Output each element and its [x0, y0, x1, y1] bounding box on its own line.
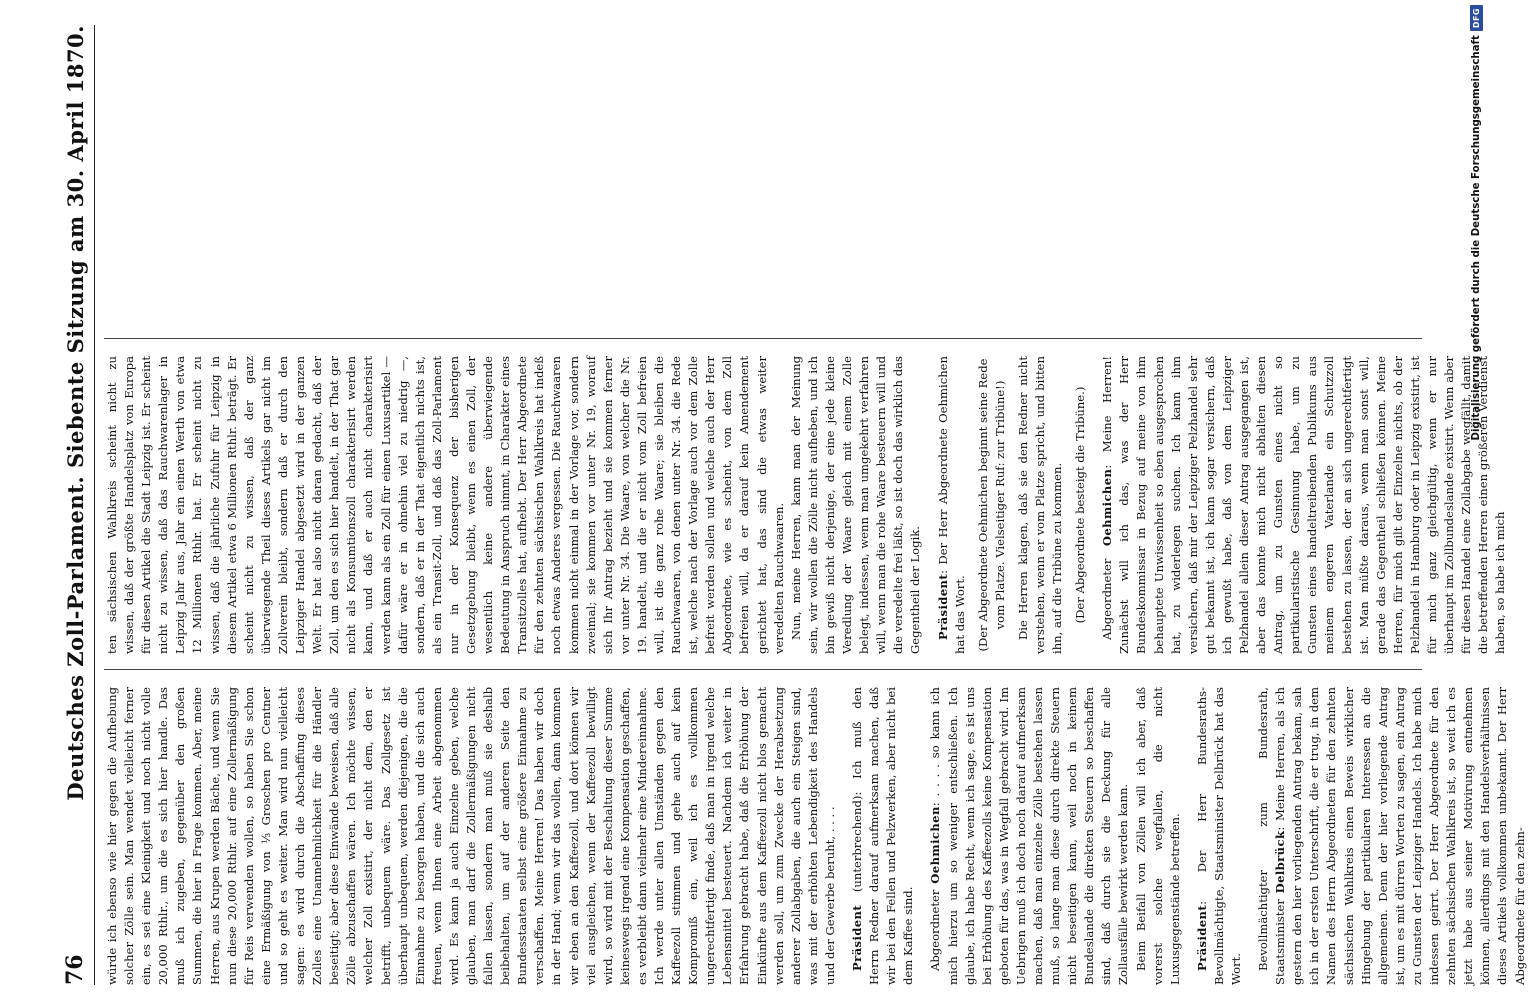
stamp-text: Digitalisierung gefördert durch die Deutsche Forschungsgemeinschaft: [1470, 35, 1482, 441]
speech-text: (unterbrechend): Ich muß den Herrn Redner darauf aufmerksam machen, daß wir bei den Fellen und Pelzwerken, aber nicht bei dem Kaffee sind.: [850, 687, 916, 985]
speaker-name: Delbrück: [1273, 830, 1288, 894]
speaker-name: Präsident: [935, 573, 950, 640]
speech-paragraph: [1194, 687, 1245, 985]
speaker-name: Präsident: [1194, 904, 1209, 971]
speaker-name: Oehmichen: [928, 806, 943, 884]
digitization-stamp: [1468, 5, 1484, 995]
speech-paragraph: [1099, 356, 1509, 654]
paragraph: Nun, meine Herren, kann man der Meinung sein, wir wollen die Zölle nicht aufheben, und ich bin gewiß nicht derjenige, der eine jede kleine Veredlung der Waare gleich mit einem Zolle belegt, indessen, wenn man umgekehrt verfahren will, wenn man die rohe Waare besteuern will und die veredelte frei läßt, so ist doch das wirklich das Gegentheil der Logik.: [788, 356, 923, 654]
speech-paragraph: [927, 687, 1132, 985]
speech-text: : . . . . so kann ich mich hierzu um so weniger entschließen. Ich glaube, ich habe Recht, wenn ich sage, es ist uns bei Erhöhung des Kaffeezolls keine Kompensation geboten für das, was in Wegfall gebracht wird. Im Uebrigen muß ich doch noch darauf aufmerksam machen, daß man einzelne Zölle bestehen lassen muß, so lange man diese durch direkte Steuern nicht beseitigen kann, weil noch in keinem Bundeslande die direkten Steuern so beschaffen sind, daß durch sie die Deckung für alle Zollausfälle bewirkt werden kann.: [928, 687, 1131, 985]
speech-paragraph: [1255, 687, 1529, 985]
speech-text: : Meine Herren! Zunächst will ich das, was der Herr Bundeskommissar in Bezug auf meine von ihm behauptete Unwissenheit so eben ausgesprochen hat, zu widerlegen suchen. Ich kann ihm versichern, daß mir der Leipziger Pelzhandel sehr gut bekannt ist, ich kann sogar versichern, daß ich gewußt habe, daß von dem Leipziger Pelzhandel allein dieser Antrag ausgegangen ist, aber das konnte mich nicht abhalten diesen Antrag, um zu Gunsten eines nicht so partikularistische Gesinnung habe, um zu Gunsten eines handeltreibenden Publikums aus meinem engeren Vaterlande ein Schutzzoll bestehen zu lassen, der an sich ungerechtfertigt ist. Man müßte daraus, wenn man sonst will, gerade das Gegentheil schließen können. Meine Herren, für mich gilt der Einzelne nichts, ob der Pelzhandel in Hamburg oder in Leipzig existirt, ist für mich ganz gleichgültig, wenn er nur überhaupt im Zollbundeslande existirt. Wenn aber für diesen Handel eine Zollabgabe wegfällt, damit die betreffenden Herren einen größeren Verdienst haben, so habe ich mich: [1100, 355, 1508, 654]
page-header: [48, 25, 88, 985]
speech-text: : Der Herr Abgeordnete Oehmichen hat das Wort.: [935, 356, 967, 654]
running-title: Deutsches Zoll-Parlament. Siebente Sitzung am 30. April 1870.: [63, 25, 88, 801]
stage-direction: (Der Abgeordnete Oehmichen beginnt seine Rede vom Platze. Vielseitiger Ruf: zur Tribüne!): [975, 358, 1007, 652]
speech-text: : Meine Herren, als ich gestern den hier vorliegenden Antrag bekam, sah ich in der ersten Unterschrift, die er trug, in dem Namen des Herrn Abgeordneten für den zehnten sächsischen Wahlkreis einen Beweis wirklicher Hingebung der partikularen Interessen an die allgemeinen. Denn der hier vorliegende Antrag ist, um es mit dürren Worten zu sagen, ein Antrag zu Gunsten der Leipziger Handels. Ich habe mich indessen geirrt. Der Herr Abgeordnete für den zehnten sächsischen Wahlkreis ist, so weit ich es jetzt habe aus seiner Motivirung entnehmen können, allerdings mit den Handelsverhältnissen dieses Artikels vollkommen unbekannt. Der Herr Abgeordnete für den zehn-: [1273, 686, 1527, 985]
speech-paragraph: [849, 687, 917, 985]
text-column-2: [104, 355, 1508, 654]
paragraph: Beim Beifall von Zöllen will ich aber, daß vorerst solche wegfallen, die nicht Luxusgegenstände betreffen.: [1133, 687, 1182, 985]
stage-direction: (Der Abgeordnete besteigt die Tribüne.): [1073, 386, 1088, 624]
speaker-title: Abgeordneter: [1100, 558, 1115, 640]
speech-paragraph: [935, 356, 969, 654]
text-column-3: [104, 25, 1422, 323]
speaker-title: Bevollmächtigter zum Bundesrath, Staatsminister: [1256, 687, 1288, 985]
column-divider: [104, 338, 1422, 339]
paragraph: ten sächsischen Wahlkreis scheint nicht zu wissen, daß der größte Handelsplatz von Europa für diesen Artikel die Stadt Leipzig ist. Er scheint nicht zu wissen, daß das Rauchwarenlager in Leipzig Jahr aus, Jahr ein einen Werth von etwa 12 Millionen Rthlr. hat. Er scheint nicht zu wissen, daß die jährliche Zufuhr für Leipzig in diesem Artikel etwa 6 Millionen Rthlr. beträgt. Er scheint nicht zu wissen, daß der ganz überwiegende Theil dieses Artikels gar nicht im Zollverein bleibt, sondern daß er durch den Leipziger Handel abgesetzt wird in der ganzen Welt. Er hat also nicht daran gedacht, daß der Zoll, um den es sich hier handelt, in der That gar nicht als Konsumtionszoll charakterisirt werden kann, und daß er auch nicht charakterisirt werden kann als ein Zoll für einen Luxusartikel — dafür wäre er in ohnehin viel zu niedrig —, sondern, daß er in der That eigentlich nichts ist, als ein Transit-Zoll, und daß das Zoll-Parlament nur in der Konsequenz der bisherigen Gesetzgebung bleibt, wenn es einen Zoll, der wesentlich keine andere überwiegende Bedeutung in Anspruch nimmt, in Charakter eines Transitzolles hat, aufhebt. Der Herr Abgeordnete für den zehnten sächsischen Wahlkreis hat indeß noch etwas Anderes vergessen. Die Rauchwaaren kommen nicht einmal in der Vorlage vor, sondern zweimal; sie kommen vor unter Nr. 19, worauf sich Ihr Antrag bezieht und sie kommen ferner vor unter Nr. 34. Die Waare, von welcher die Nr. 19. handelt, und die er nicht vom Zoll befreien will, ist die ganz rohe Waare; sie bleiben die Rauchwaaren, von denen unter Nr. 34. die Rede ist, welche nach der Vorlage auch vor dem Zolle befreit werden sollen und welche auch der Herr Abgeordnete, wie es scheint, von dem Zoll befreien will, da er darauf kein Amendement gerichtet hat, das sind die etwas weiter veredelten Rauchwaaren.: [105, 356, 786, 654]
speaker-name: Oehmichen: [1100, 468, 1115, 547]
speaker-title: Abgeordneter: [928, 889, 943, 971]
column-divider: [104, 669, 1422, 670]
text-column-1: [104, 686, 1527, 985]
page-number: 76: [62, 954, 88, 985]
paragraph: Die Herren klagen, daß sie den Redner nicht verstehen, wenn er vom Platze spricht, und bitten ihn, auf die Tribüne zu kommen.: [1015, 356, 1065, 654]
paragraph: würde ich ebenso wie hier gegen die Aufhebung solcher Zölle sein. Man wendet vielleicht ferner ein, es sei eine Kleinigkeit und noch nicht volle 20,000 Rthlr., um die es sich hier handle. Das muß ich zugeben, gegenüber den großen Summen, die hier in Frage kommen. Aber, meine Herren, aus Krupen werden Bäche, und wenn Sie nun diese 20,000 Rthlr. auf eine Zollermäßigung für Reis verwenden wollen, so haben Sie schon eine Ermäßigung von ⅓ Groschen pro Centner und so geht es weiter. Man wird nun vielleicht sagen: es wird durch die Abschaffung dieses Zolles eine Unannehmlichkeit für die Händler beseitigt; aber diese Einwände beweisen, daß alle Zölle abzuschaffen wären. Ich möchte wissen, welcher Zoll existirt, der nicht dem, den er betrifft, unbequem wäre. Das Zollgesetz ist überhaupt unbequem, werden diejenigen, die die Einnahme zu besorgen haben, und die sich auch freuen, wenn Ihnen eine Arbeit abgenommen wird. Es kann ja auch Einzelne geben, welche glauben, man darf die Zollermäßigungen nicht fallen lassen, sondern man muß sie deshalb beibehalten, um auf der anderen Seite den Bundesstaaten selbst eine größere Einnahme zu verschaffen. Meine Herren! Das haben wir doch in der Hand; wenn wir das wollen, dann kommen wir eben an den Kaffeezoll, und dort können wir viel ausgleichen, wenn der Kaffeezoll bewilligt wird, so wird mit der Beschaltung dieser Summe keineswegs irgend eine Kompensation geschaffen, es verbleibt dann vielmehr eine Mindereinnahme. Ich werde unter allen Umständen gegen den Kaffeezoll stimmen und gehe auch auf kein Kompromiß ein, weil ich es vollkommen ungerechtfertigt finde, daß man in irgend welche Lebensmittel besteuert. Nachdem ich weiter in Erfahrung gebracht habe, daß die Erhöhung der Einkünfte aus dem Kaffeezoll nicht blos gemacht werden soll, um zum Zwecke der Herabsetzung anderer Zollabgaben, die auch ein Steigen sind, was mit der erhöhten Lebendigkeit des Handels und der Gewerbe beruht, . . . .: [105, 687, 837, 985]
speaker-name: Präsident: [850, 904, 865, 971]
dfg-logo-icon: DFG: [1470, 5, 1483, 31]
speech-text: : Der Herr Bundesraths-Bevollmächtigte, Staatsminister Delbrück hat das Wort.: [1194, 687, 1243, 985]
header-rule: [94, 25, 95, 985]
